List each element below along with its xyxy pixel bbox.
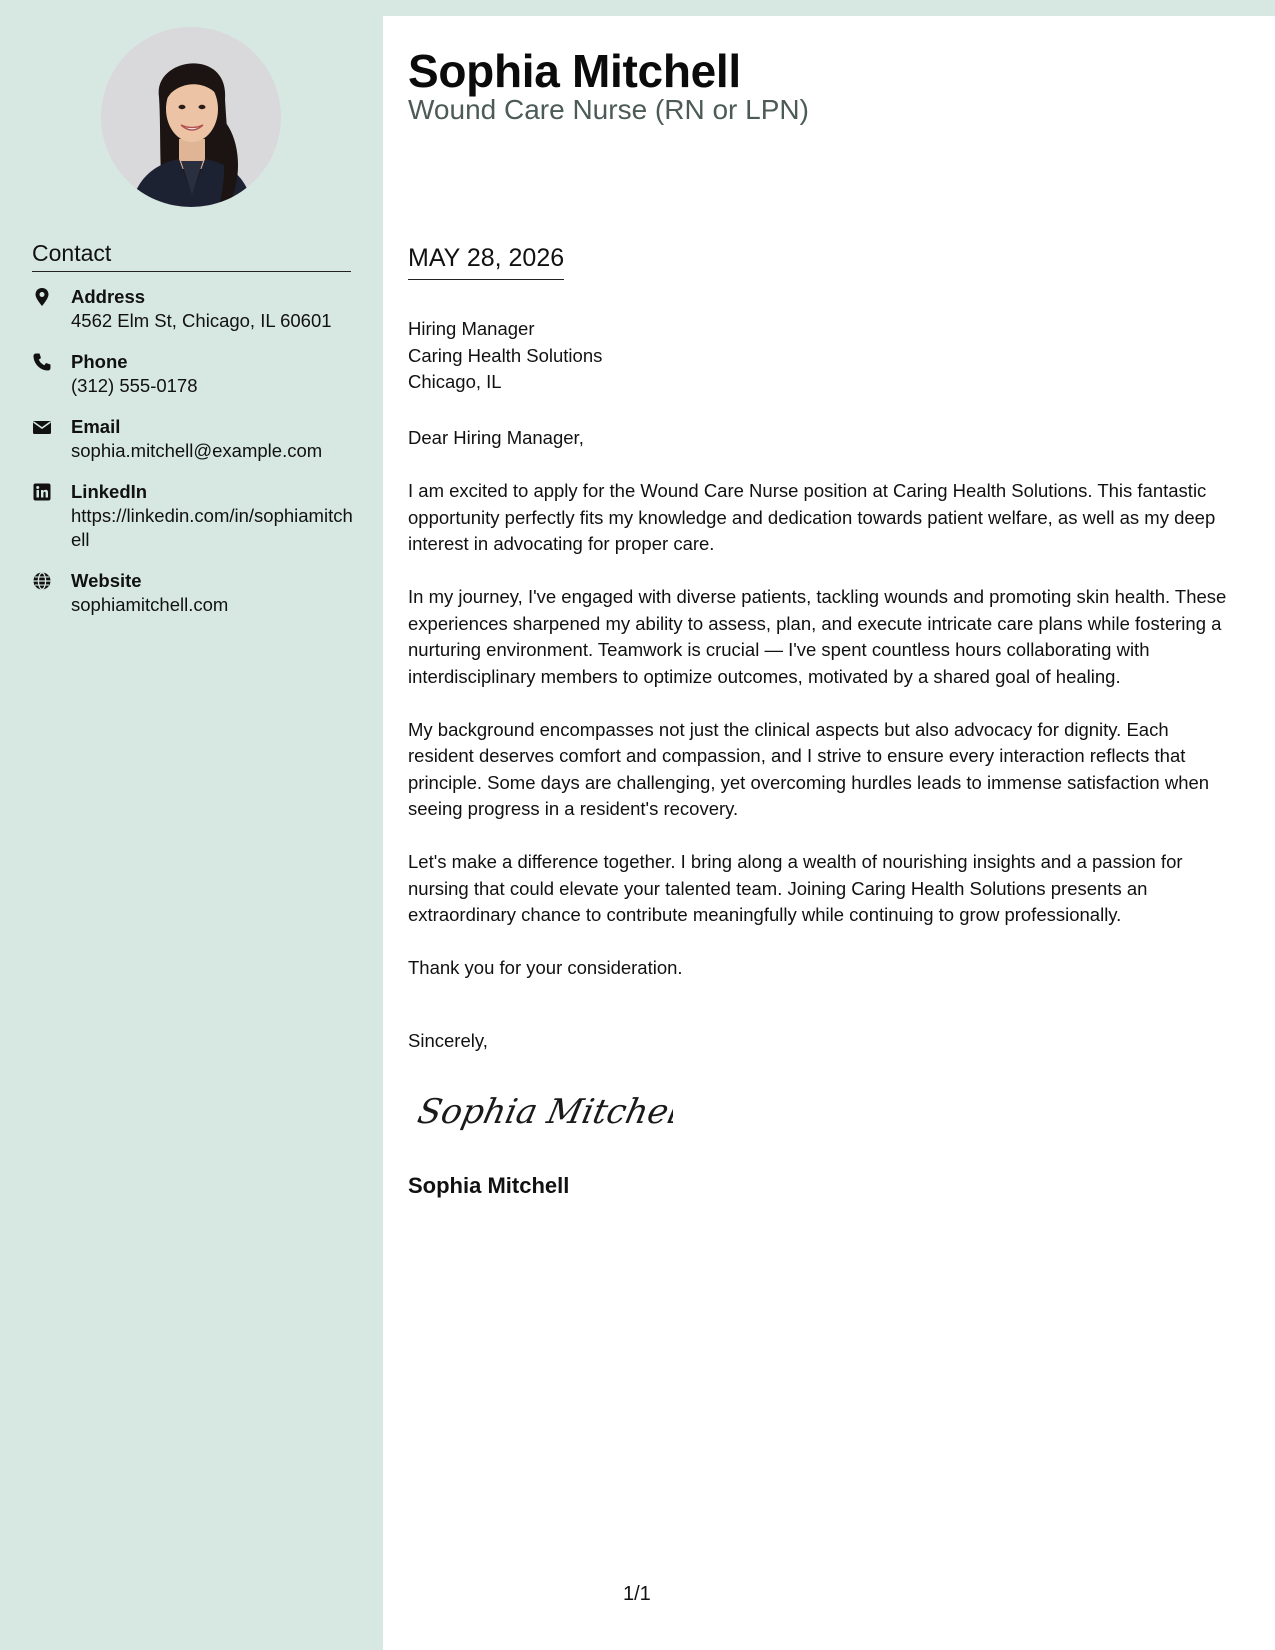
page-number: 1/1 (623, 1583, 651, 1605)
recipient-line: Hiring Manager (408, 318, 535, 339)
body-paragraph: In my journey, I've engaged with diverse patients, tackling wounds and promoting skin health. These experiences sharpened my ability to assess, plan, and execute intricate care plans while fostering a nurturing environment. Teamwork is crucial — I've spent countless hours collaborating with interdisciplinary members to optimize outcomes, motivated by a shared goal of healing. (408, 586, 1227, 687)
contact-label: LinkedIn (71, 481, 148, 502)
contact-label: Website (71, 570, 142, 591)
contact-value: sophiamitchell.com (71, 594, 229, 615)
recipient-line: Chicago, IL (408, 371, 502, 392)
contact-label: Phone (71, 351, 128, 372)
envelope-icon (32, 417, 52, 437)
contact-item-phone (32, 350, 362, 398)
job-title: Wound Care Nurse (RN or LPN) (408, 94, 809, 125)
profile-photo (101, 27, 281, 207)
contact-list (32, 285, 362, 634)
body-paragraph: Let's make a difference together. I bring along a wealth of nourishing insights and a passion for nursing that could elevate your talented team. Joining Caring Health Solutions presents an extraordinary chance to contribute meaningfully while continuing to grow professionally. (408, 851, 1183, 925)
phone-icon (32, 352, 52, 372)
contact-value: sophia.mitchell@example.com (71, 440, 323, 461)
globe-icon (32, 571, 52, 591)
thanks-line: Thank you for your consideration. (408, 957, 683, 978)
contact-label: Email (71, 416, 121, 437)
body-paragraph: My background encompasses not just the clinical aspects but also advocacy for dignity. Each resident deserves comfort and compassion, and I strive to ensure every interaction reflects that principle. Some days are challenging, yet overcoming hurdles leads to immense satisfaction when seeing progress in a resident's recovery. (408, 718, 1210, 819)
letter-body (408, 425, 1238, 1008)
contact-item-linkedin (32, 480, 362, 552)
location-pin-icon (32, 287, 52, 307)
salutation: Dear Hiring Manager, (408, 427, 584, 448)
contact-value: https://linkedin.com/in/sophiamitchell (71, 505, 353, 550)
linkedin-icon (32, 482, 52, 502)
applicant-name: Sophia Mitchell (408, 45, 741, 97)
letter-panel (383, 16, 1275, 1650)
contact-label: Address (71, 286, 146, 307)
letter-date: MAY 28, 2026 (408, 244, 564, 280)
handwritten-signature (413, 1081, 673, 1141)
svg-text:Sophia Mitchell: Sophia Mitchell (414, 1092, 673, 1132)
contact-value: 4562 Elm St, Chicago, IL 60601 (71, 310, 332, 331)
sidebar (0, 0, 383, 1650)
recipient-line: Caring Health Solutions (408, 344, 603, 366)
recipient-block (408, 316, 602, 396)
closing: Sincerely, (408, 1030, 488, 1051)
contact-value: (312) 555-0178 (71, 375, 198, 396)
contact-heading: Contact (32, 240, 351, 272)
signed-name: Sophia Mitchell (408, 1173, 570, 1198)
body-paragraph: I am excited to apply for the Wound Care Nurse position at Caring Health Solutions. This fantastic opportunity perfectly fits my knowledge and dedication towards patient welfare, as well as my deep interest in advocating for proper care. (408, 480, 1216, 554)
contact-item-address (32, 285, 362, 333)
contact-item-website (32, 569, 362, 617)
contact-item-email (32, 415, 362, 463)
